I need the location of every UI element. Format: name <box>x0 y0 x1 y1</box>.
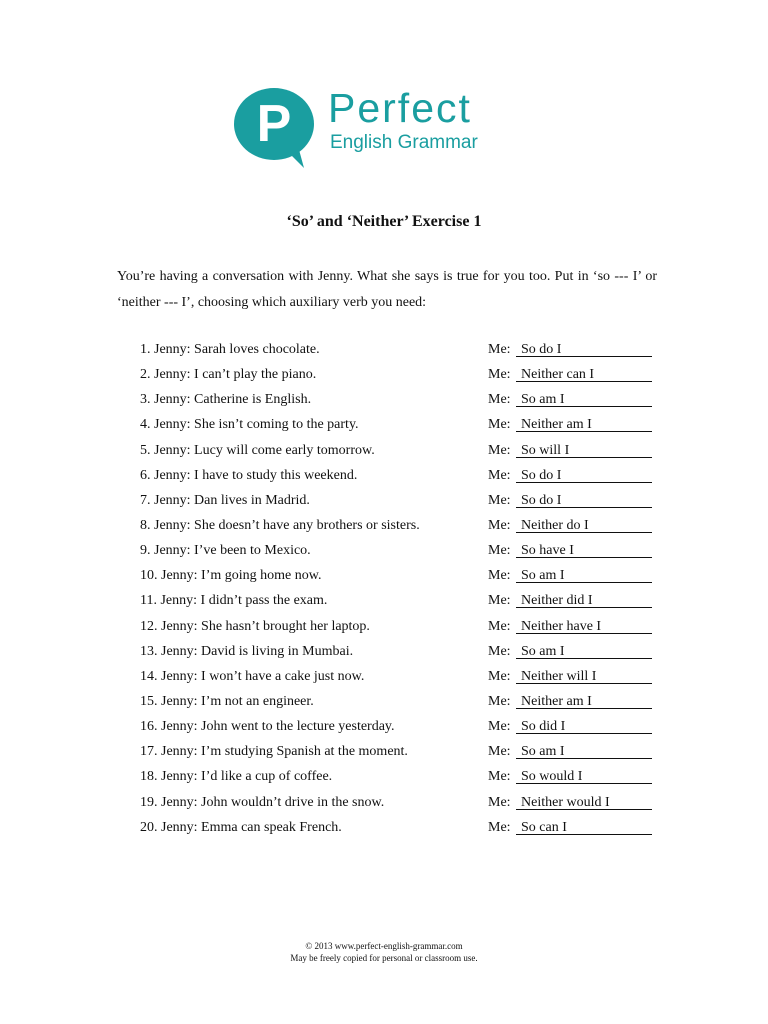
answer-field: Neither will I <box>516 667 652 684</box>
exercise-item <box>0 491 768 516</box>
me-label: Me: <box>488 467 511 483</box>
me-label: Me: <box>488 643 511 659</box>
me-label: Me: <box>488 417 511 433</box>
me-label: Me: <box>488 442 511 458</box>
me-label: Me: <box>488 517 511 533</box>
answer-field: Neither am I <box>516 415 652 432</box>
exercise-item <box>0 390 768 415</box>
question-text: 20. Jenny: Emma can speak French. <box>140 819 342 835</box>
question-text: 18. Jenny: I’d like a cup of coffee. <box>140 769 333 785</box>
question-text: 16. Jenny: John went to the lecture yesterday. <box>140 719 395 735</box>
question-text: 5. Jenny: Lucy will come early tomorrow. <box>140 442 375 458</box>
question-text: 7. Jenny: Dan lives in Madrid. <box>140 492 310 508</box>
answer-field: So do I <box>516 340 652 357</box>
question-text: 6. Jenny: I have to study this weekend. <box>140 467 358 483</box>
answer-field: So have I <box>516 541 652 558</box>
license-text: May be freely copied for personal or classroom use. <box>290 953 478 963</box>
question-text: 8. Jenny: She doesn’t have any brothers or sisters. <box>140 517 420 533</box>
question-text: 12. Jenny: She hasn’t brought her laptop. <box>140 618 370 634</box>
answer-field: Neither have I <box>516 617 652 634</box>
exercise-item <box>0 767 768 792</box>
exercise-item <box>0 818 768 843</box>
question-text: 9. Jenny: I’ve been to Mexico. <box>140 543 311 559</box>
question-text: 15. Jenny: I’m not an engineer. <box>140 693 314 709</box>
me-label: Me: <box>488 794 511 810</box>
exercise-item <box>0 642 768 667</box>
question-text: 3. Jenny: Catherine is English. <box>140 392 312 408</box>
exercise-item <box>0 541 768 566</box>
answer-field: So will I <box>516 441 652 458</box>
answer-field: So am I <box>516 642 652 659</box>
answer-field: So do I <box>516 491 652 508</box>
exercise-list <box>0 340 768 843</box>
answer-field: So can I <box>516 818 652 835</box>
instructions: You’re having a conversation with Jenny. What she says is true for you too. Put in ‘so --- I’ or ‘neither --- I’, choosing which auxiliary verb you need: <box>117 269 657 310</box>
me-label: Me: <box>488 367 511 383</box>
me-label: Me: <box>488 668 511 684</box>
answer-field: So am I <box>516 566 652 583</box>
answer-field: So would I <box>516 767 652 784</box>
exercise-item <box>0 566 768 591</box>
exercise-item <box>0 617 768 642</box>
question-text: 4. Jenny: She isn’t coming to the party. <box>140 417 359 433</box>
exercise-item <box>0 717 768 742</box>
answer-field: Neither would I <box>516 793 652 810</box>
exercise-item <box>0 365 768 390</box>
question-text: 17. Jenny: I’m studying Spanish at the moment. <box>140 744 408 760</box>
question-text: 10. Jenny: I’m going home now. <box>140 568 322 584</box>
exercise-item <box>0 742 768 767</box>
exercise-item <box>0 340 768 365</box>
exercise-item <box>0 516 768 541</box>
me-label: Me: <box>488 693 511 709</box>
answer-field: So am I <box>516 742 652 759</box>
exercise-item <box>0 466 768 491</box>
me-label: Me: <box>488 543 511 559</box>
me-label: Me: <box>488 568 511 584</box>
question-text: 1. Jenny: Sarah loves chocolate. <box>140 342 320 357</box>
answer-field: So did I <box>516 717 652 734</box>
me-label: Me: <box>488 593 511 609</box>
me-label: Me: <box>488 618 511 634</box>
site-logo <box>234 85 524 168</box>
copyright-text: © 2013 www.perfect-english-grammar.com <box>305 941 463 951</box>
me-label: Me: <box>488 744 511 760</box>
logo-letter: P <box>256 95 292 153</box>
answer-field: Neither can I <box>516 365 652 382</box>
exercise-item <box>0 793 768 818</box>
exercise-item <box>0 591 768 616</box>
question-text: 11. Jenny: I didn’t pass the exam. <box>140 593 328 609</box>
page-footer <box>0 940 768 964</box>
question-text: 2. Jenny: I can’t play the piano. <box>140 367 317 383</box>
me-label: Me: <box>488 392 511 408</box>
exercise-item <box>0 415 768 440</box>
answer-field: Neither am I <box>516 692 652 709</box>
answer-field: Neither did I <box>516 591 652 608</box>
question-text: 13. Jenny: David is living in Mumbai. <box>140 643 354 659</box>
answer-field: Neither do I <box>516 516 652 533</box>
logo-name-line2: English Grammar <box>330 132 478 153</box>
me-label: Me: <box>488 819 511 835</box>
question-text: 19. Jenny: John wouldn’t drive in the snow. <box>140 794 385 810</box>
me-label: Me: <box>488 769 511 785</box>
exercise-item <box>0 667 768 692</box>
answer-field: So do I <box>516 466 652 483</box>
me-label: Me: <box>488 492 511 508</box>
exercise-item <box>0 692 768 717</box>
page-title: ‘So’ and ‘Neither’ Exercise 1 <box>286 213 482 230</box>
question-text: 14. Jenny: I won’t have a cake just now. <box>140 668 365 684</box>
logo-name-line1: Perfect <box>328 85 472 131</box>
me-label: Me: <box>488 719 511 735</box>
answer-field: So am I <box>516 390 652 407</box>
exercise-item <box>0 441 768 466</box>
me-label: Me: <box>488 342 511 357</box>
